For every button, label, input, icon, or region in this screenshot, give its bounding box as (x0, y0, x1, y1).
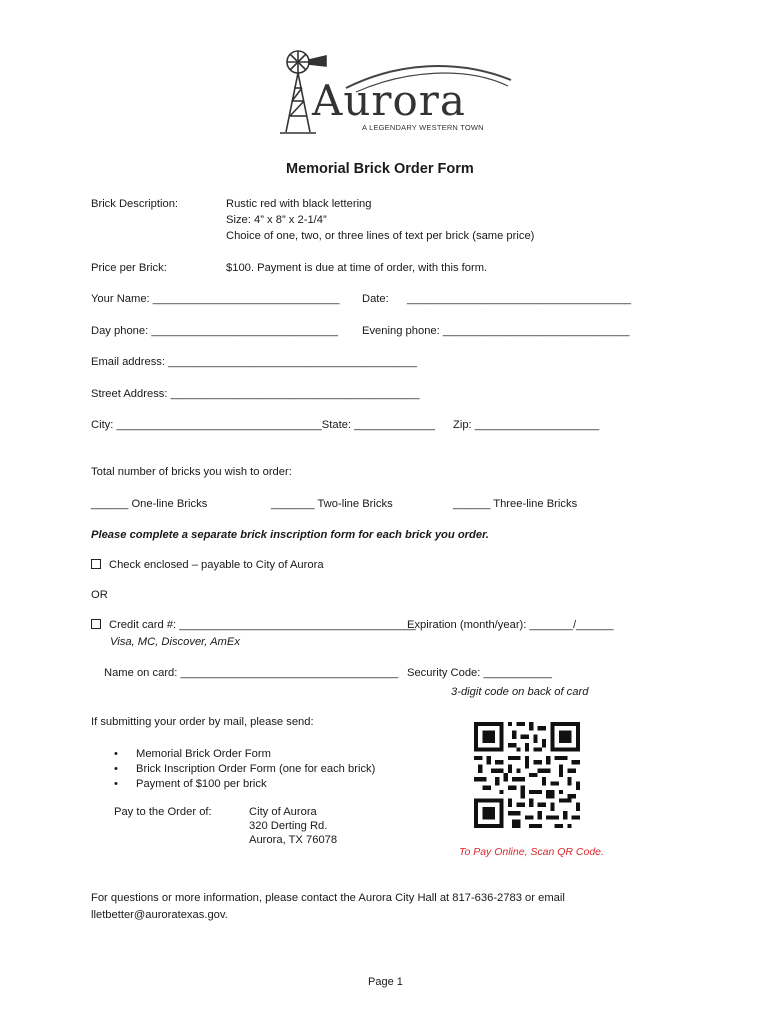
payee-address-line: City of Aurora (249, 806, 317, 818)
payee-address-line: Aurora, TX 76078 (249, 834, 338, 846)
security-code-field[interactable]: Security Code: ___________ (407, 667, 552, 679)
separate-form-note: Please complete a separate brick inscription form for each brick you order. (91, 529, 489, 541)
brick-description-line: Size: 4” x 8” x 2-1/4” (226, 214, 327, 226)
two-line-bricks-field[interactable]: _______ Two-line Bricks (271, 498, 393, 510)
price-value: $100. Payment is due at time of order, with this form. (226, 262, 488, 274)
list-item: • (114, 748, 118, 760)
brick-description-line: Choice of one, two, or three lines of text per brick (same price) (226, 230, 535, 242)
your-name-field[interactable]: Your Name: ______________________________ (91, 293, 340, 305)
list-item: • (114, 778, 118, 790)
logo-tagline: A LEGENDARY WESTERN TOWN (362, 123, 484, 132)
mail-intro: If submitting your order by mail, please send: (91, 716, 314, 728)
mail-list (114, 748, 414, 798)
price-label: Price per Brick: (91, 262, 167, 274)
brick-description-line: Rustic red with black lettering (226, 198, 372, 210)
logo-name: Aurora (312, 76, 466, 125)
or-label: OR (91, 589, 108, 601)
checkbox-icon[interactable] (91, 619, 101, 629)
brick-description-label: Brick Description: (91, 198, 179, 210)
name-on-card-field[interactable]: Name on card: ___________________________________ (104, 667, 399, 679)
city-state-field[interactable]: City: _________________________________State: _____________ (91, 419, 436, 431)
email-field[interactable]: Email address: ________________________________________ (91, 356, 417, 368)
list-item-label: Memorial Brick Order Form (136, 748, 271, 760)
security-code-note: 3-digit code on back of card (451, 686, 589, 698)
contact-line: For questions or more information, please contact the Aurora City Hall at 817-636-2783 or email (91, 892, 565, 904)
aurora-logo (276, 46, 496, 138)
payee-address-line: 320 Derting Rd. (249, 820, 328, 832)
pay-to-label: Pay to the Order of: (114, 806, 212, 818)
card-types-note: Visa, MC, Discover, AmEx (110, 636, 240, 648)
check-enclosed-option[interactable] (91, 559, 324, 571)
contact-email-link[interactable]: lletbetter@auroratexas.gov. (91, 909, 228, 921)
qr-code[interactable] (474, 722, 580, 828)
credit-card-field[interactable]: Credit card #: ______________________________________ (109, 619, 416, 631)
day-phone-field[interactable]: Day phone: ______________________________ (91, 325, 338, 337)
credit-card-option[interactable] (91, 619, 416, 631)
list-item-label: Brick Inscription Order Form (one for each brick) (136, 763, 376, 775)
form-title: Memorial Brick Order Form (286, 161, 474, 177)
check-enclosed-label: Check enclosed – payable to City of Aurora (109, 559, 324, 571)
list-item-label: Payment of $100 per brick (136, 778, 267, 790)
list-item: • (114, 763, 118, 775)
expiration-field[interactable]: Expiration (month/year): _______/______ (407, 619, 614, 631)
total-bricks-label: Total number of bricks you wish to order: (91, 466, 292, 478)
checkbox-icon[interactable] (91, 559, 101, 569)
page-number: Page 1 (368, 976, 403, 988)
zip-field[interactable]: Zip: ____________________ (453, 419, 600, 431)
date-label: Date: (362, 293, 389, 305)
three-line-bricks-field[interactable]: ______ Three-line Bricks (453, 498, 578, 510)
street-address-field[interactable]: Street Address: ________________________________________ (91, 388, 420, 400)
one-line-bricks-field[interactable]: ______ One-line Bricks (91, 498, 208, 510)
evening-phone-field[interactable]: Evening phone: ______________________________ (362, 325, 630, 337)
qr-caption: To Pay Online, Scan QR Code. (459, 846, 604, 858)
date-field[interactable]: ____________________________________ (407, 293, 631, 305)
